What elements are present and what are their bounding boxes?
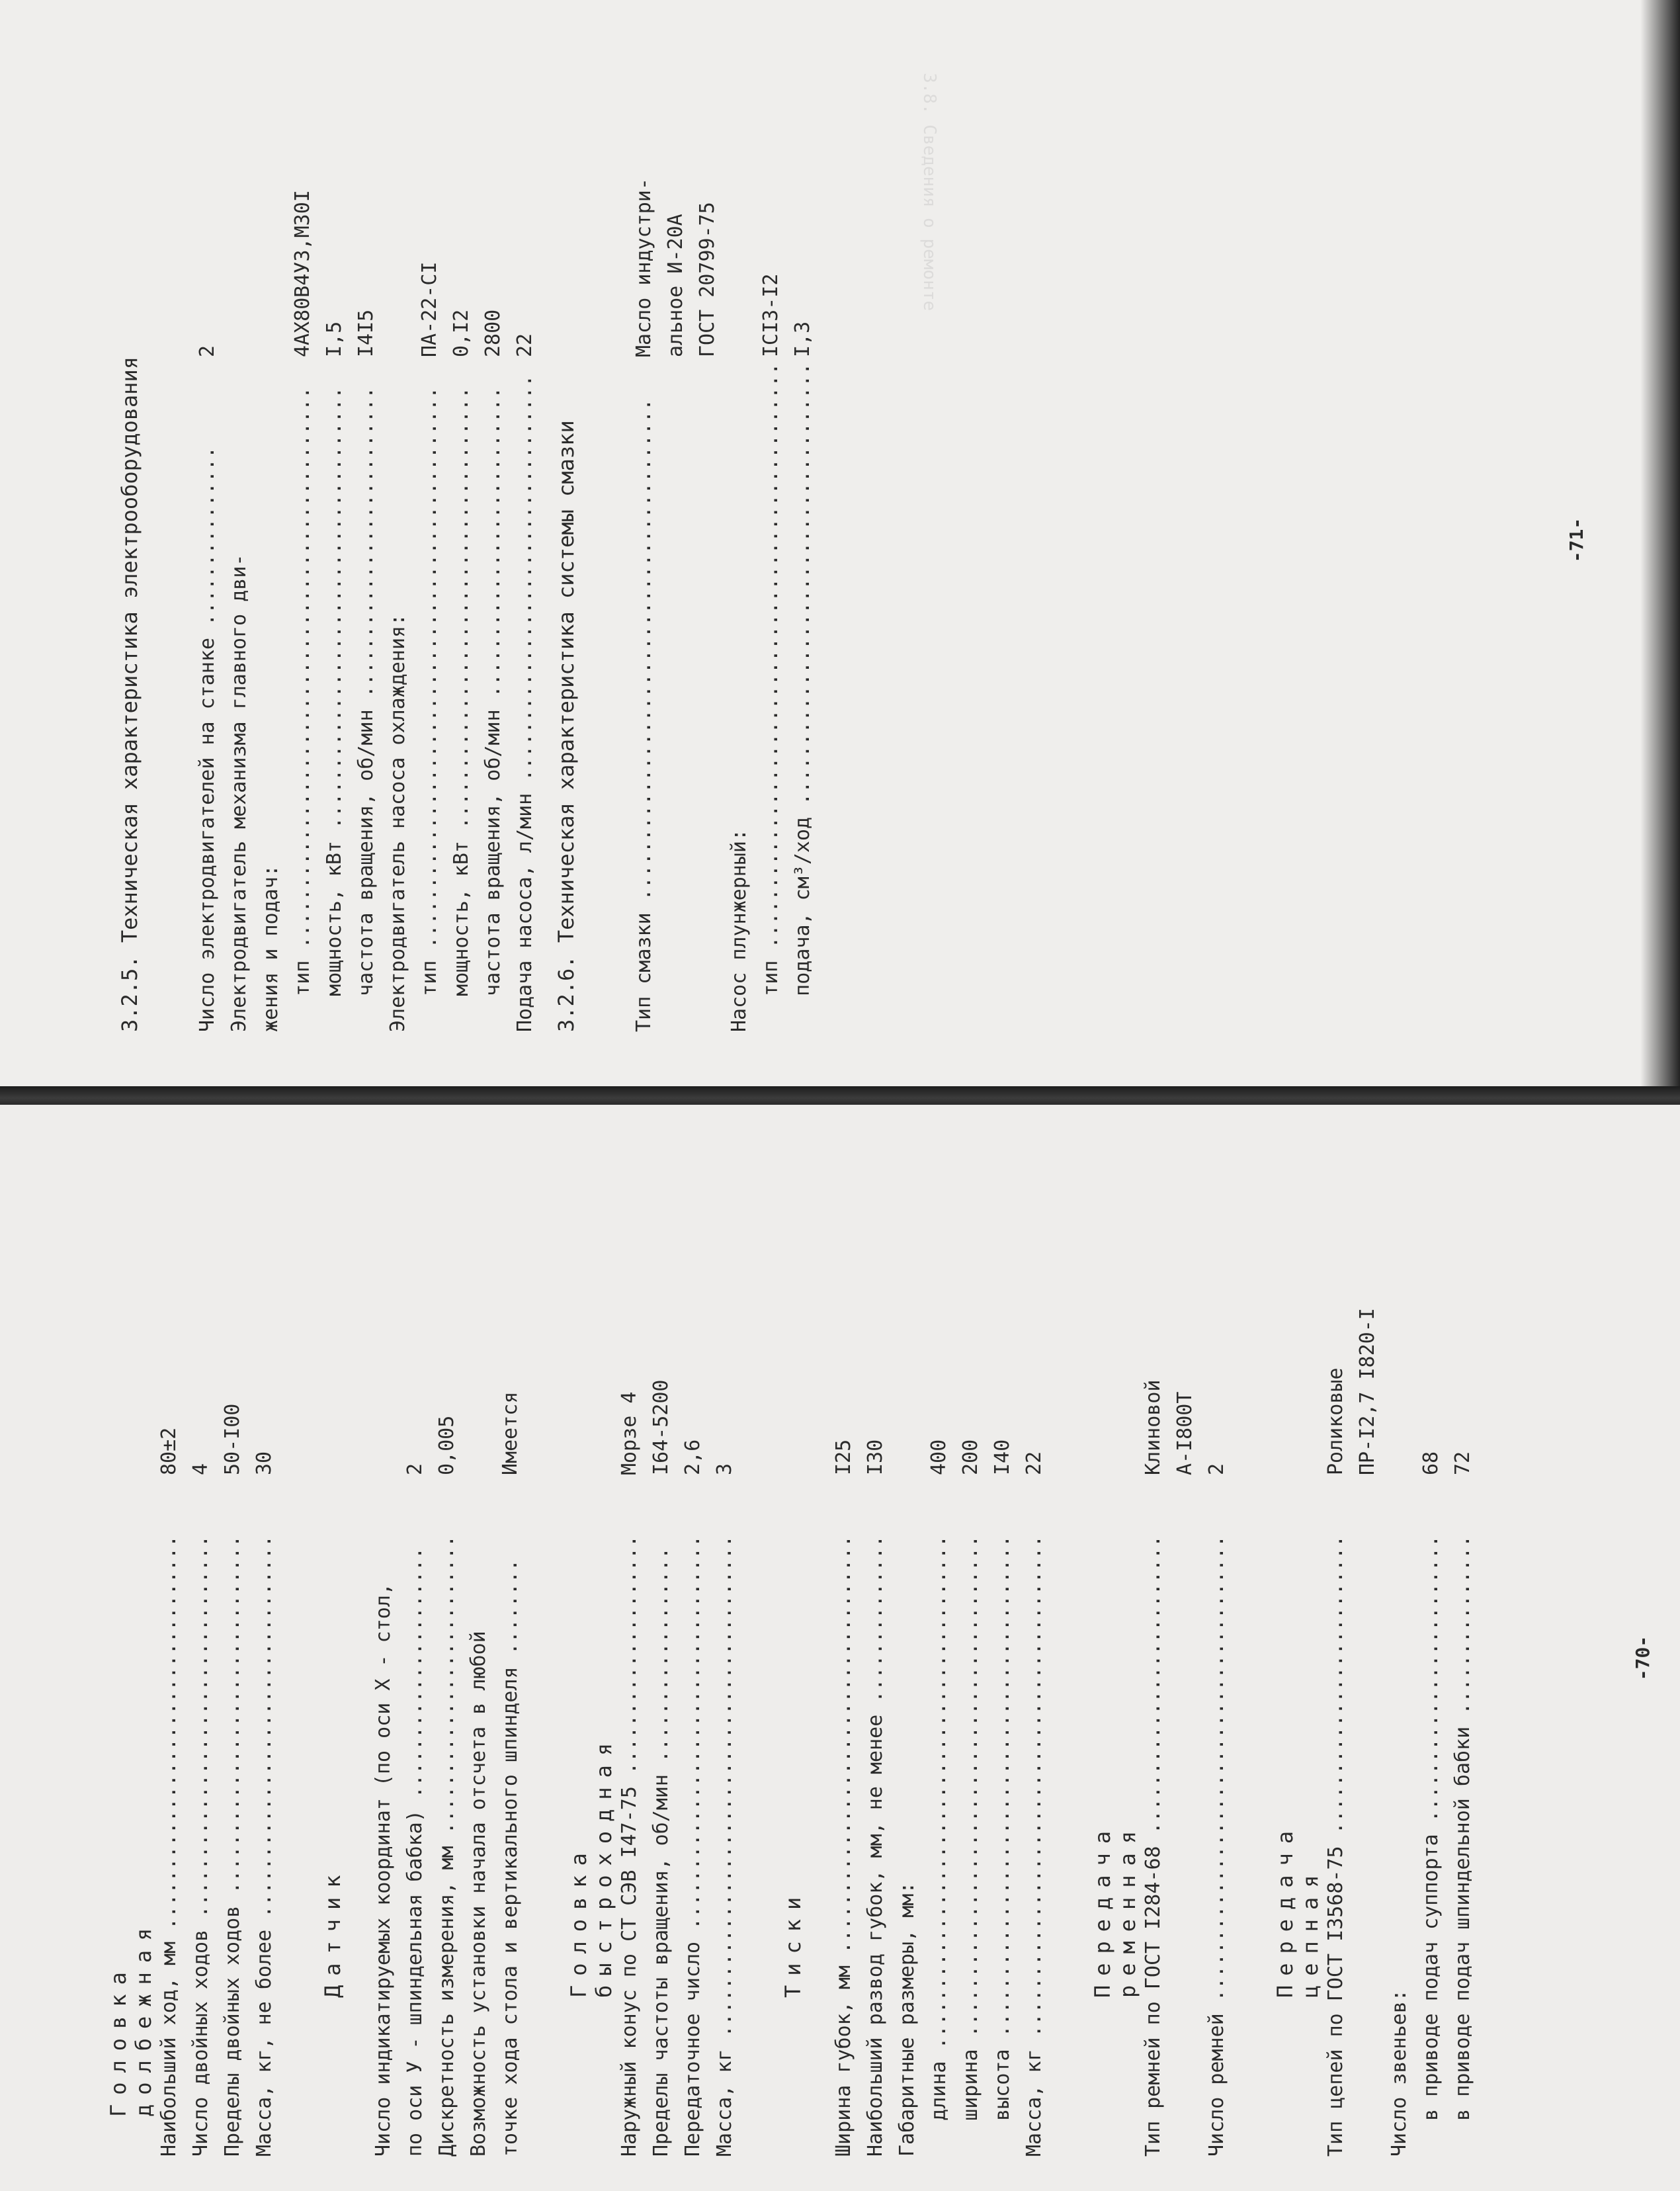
spec-label: частота вращения, об/мин ..........................	[482, 386, 505, 1032]
spec-label: в приводе подач шпиндельной бабки ...............	[1451, 1535, 1474, 2157]
spec-value: I4I5	[355, 309, 378, 357]
spec-label: Число индикатируемых координат (по оси Х - стол,	[372, 1583, 395, 2157]
spec-label: тип ...............................................	[291, 386, 314, 1032]
spec-value: ПА-22-СI	[418, 261, 441, 357]
spec-value: Масло индустри-	[632, 178, 655, 357]
section-header: Головка долбежная	[106, 1918, 156, 2117]
spec-label: Число ремней .......................................	[1205, 1535, 1228, 2157]
spec-label: тип ...............................................	[418, 386, 441, 1032]
spec-value: 0,005	[435, 1415, 458, 1475]
spec-label: длина ...........................................	[927, 1535, 950, 2157]
spec-label: Наружный конус по СТ СЭВ I47-75 ....................	[618, 1535, 641, 2157]
spec-label: Число двойных ходов ................................	[189, 1535, 212, 2157]
spec-label: Пределы частоты вращения, об/мин ..................	[650, 1547, 673, 2157]
spec-value: 30	[253, 1451, 276, 1475]
spec-value: 2	[403, 1463, 427, 1475]
spec-value: 72	[1451, 1451, 1474, 1475]
spec-value: А-I800Т	[1173, 1391, 1197, 1475]
spec-value: 4	[189, 1463, 212, 1475]
spec-label: Масса, кг ..........................................	[1023, 1535, 1046, 2157]
spec-label: Масса, кг, не более ................................	[253, 1535, 276, 2157]
spec-label: Пределы двойных ходов ..............................	[221, 1535, 244, 2157]
spec-label: в приводе подач суппорта ........................	[1419, 1535, 1443, 2157]
spec-label: Наибольший ход, мм .................................	[157, 1535, 181, 2157]
spec-value: ГОСТ 20799-75	[696, 202, 719, 357]
section-326-title: 3.2.6. Техническая характеристика системы смазки	[554, 420, 579, 1032]
spec-label: высота ..........................................	[991, 1535, 1014, 2157]
section-325-title: 3.2.5. Техническая характеристика электрооборудования	[117, 356, 142, 1032]
spec-value: 68	[1419, 1451, 1443, 1475]
section-header: Передача цепная	[1273, 1821, 1323, 1998]
spec-label: Тип цепей по ГОСТ I3568-75 .........................	[1324, 1535, 1347, 2157]
spec-value: I30	[864, 1439, 887, 1475]
page-71	[0, 0, 1680, 1092]
spec-label: ширина ..........................................	[959, 1535, 982, 2157]
spec-label: подача, см³/ход .....................................	[791, 363, 814, 1032]
spec-label: частота вращения, об/мин ..........................	[355, 386, 378, 1032]
spec-value: Роликовые	[1324, 1367, 1347, 1475]
spec-label: Ширина губок, мм ...................................	[832, 1535, 855, 2157]
spec-label: Тип ремней по ГОСТ I284-68 .........................	[1142, 1535, 1165, 2157]
spec-label: Число звеньев:	[1388, 1989, 1411, 2157]
spec-label: Дискретность измерения, мм .........................	[435, 1535, 458, 2157]
spec-label: Наибольший развод губок, мм, не менее ..............	[864, 1535, 887, 2157]
spec-label: Передаточное число .................................	[681, 1535, 704, 2157]
spec-value: 22	[1023, 1451, 1046, 1475]
spec-value: 2	[1205, 1463, 1228, 1475]
spec-value: 3	[713, 1463, 736, 1475]
spec-label: тип .................................................	[759, 363, 782, 1032]
page-70	[0, 1105, 1680, 2191]
spec-label: Электродвигатель механизма главного дви-	[228, 554, 251, 1032]
spec-value: Клиновой	[1142, 1379, 1165, 1475]
spec-label: мощность, кВт .....................................	[323, 386, 346, 1032]
spec-value: ПР-I2,7 I820-I	[1356, 1308, 1379, 1475]
spec-value: I25	[832, 1439, 855, 1475]
spec-value: 80±2	[157, 1427, 181, 1475]
section-header: Тиски	[780, 1887, 806, 1998]
spec-label: Масса, кг ..........................................	[713, 1535, 736, 2157]
spec-value: 2	[196, 345, 219, 357]
section-header: Датчик	[320, 1866, 345, 1998]
page-number-70: -70-	[1632, 1635, 1654, 1681]
spec-value: IСI3-I2	[759, 273, 782, 357]
spec-value: I,3	[791, 321, 814, 357]
ghost-header-bleedthrough: 3.8. Сведения о ремонте	[919, 73, 939, 312]
section-header: Передача ременная	[1090, 1821, 1140, 1998]
spec-label: Габаритные размеры, мм:	[896, 1881, 919, 2157]
spec-label: жения и подач:	[259, 865, 282, 1032]
spec-value: 200	[959, 1439, 982, 1475]
spec-label: точке хода стола и вертикального шпинделя ........	[499, 1559, 522, 2157]
spec-label: Число электродвигателей на станке ...............	[196, 446, 219, 1032]
spec-label: Подача насоса, л/мин ..................................	[513, 374, 536, 1032]
spec-value: 4АХ80В4У3,М30I	[291, 190, 314, 357]
spec-value: 2800	[482, 309, 505, 357]
spec-value: 22	[513, 333, 536, 357]
spec-value: I,5	[323, 321, 346, 357]
spec-label: Электродвигатель насоса охлаждения:	[386, 613, 409, 1032]
spec-value: Имеется	[499, 1391, 522, 1475]
spec-value: Морзе 4	[618, 1391, 641, 1475]
spec-label: Тип смазки ..........................................	[632, 398, 655, 1032]
spec-value: 0,I2	[450, 309, 473, 357]
spec-value: 2,6	[681, 1439, 704, 1475]
section-header: Головка быстроходная	[566, 1733, 616, 1998]
page-edge-shadow	[1640, 0, 1680, 1092]
spec-value: 400	[927, 1439, 950, 1475]
spec-label: Возможность установки начала отсчета в любой	[467, 1631, 490, 2157]
spec-label: мощность, кВт .....................................	[450, 386, 473, 1032]
spec-label: по оси У - шпиндельная бабка) .....................	[403, 1547, 427, 2157]
spec-value: альное И-20А	[664, 214, 687, 357]
spec-value: 50-I00	[221, 1403, 244, 1475]
spec-label: Насос плунжерный:	[728, 828, 751, 1032]
spec-value: I64-5200	[650, 1379, 673, 1475]
page-number-71: -71-	[1566, 517, 1588, 563]
spec-value: I40	[991, 1439, 1014, 1475]
